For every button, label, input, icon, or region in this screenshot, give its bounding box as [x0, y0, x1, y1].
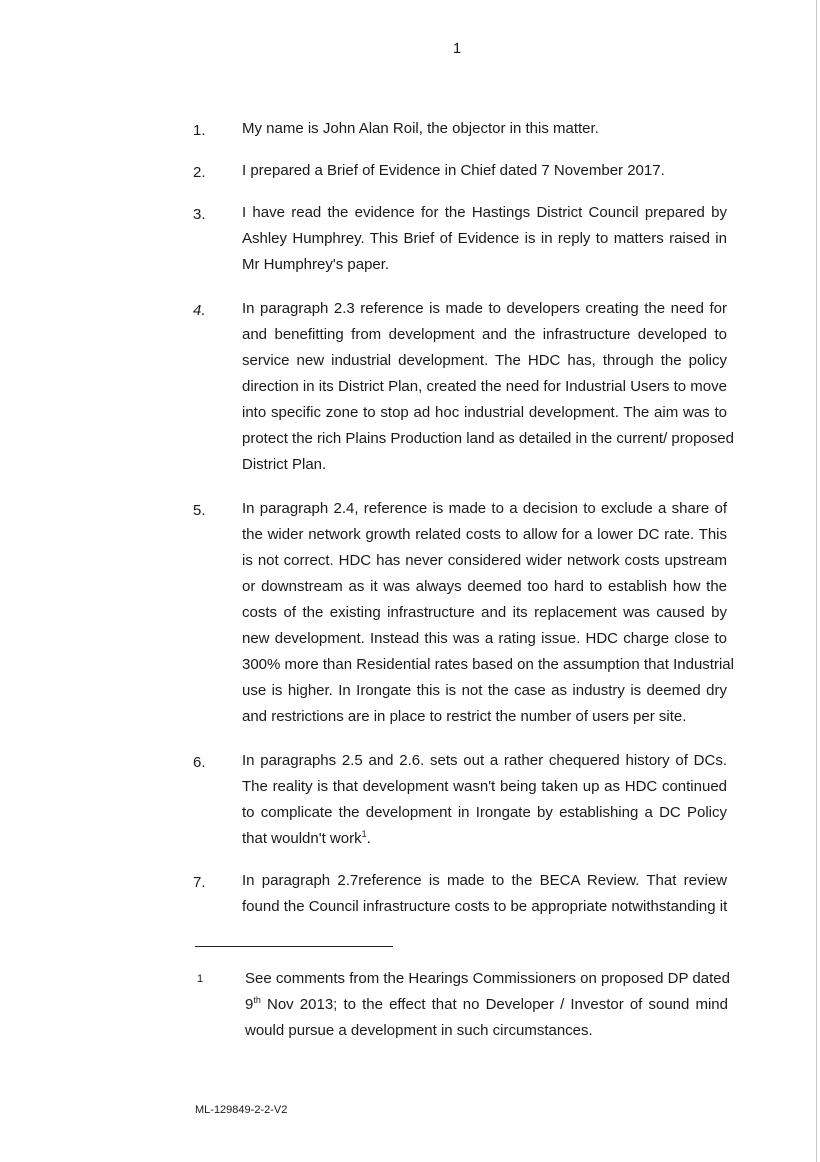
text-line: the wider network growth related costs to allow for a lower DC rate. This [242, 526, 727, 543]
ordinal-suffix: th [253, 995, 261, 1005]
paragraph-number: 7. [193, 874, 206, 891]
text-line: and benefitting from development and the infrastructure developed to [242, 326, 727, 343]
footnote-reference[interactable]: 1 [361, 829, 367, 839]
paragraph-number: 6. [193, 754, 206, 771]
document-id: ML-129849-2-2-V2 [195, 1104, 288, 1116]
paragraph-text [242, 868, 727, 920]
text-line: My name is John Alan Roil, the objector in this matter. [242, 120, 599, 137]
text-line: is not correct. HDC has never considered wider network costs upstream [242, 552, 727, 569]
text-line: or downstream as it was always deemed too hard to establish how the [242, 578, 727, 595]
text-line: service new industrial development. The HDC has, through the policy [242, 352, 727, 369]
text-line: I prepared a Brief of Evidence in Chief dated 7 November 2017. [242, 162, 665, 179]
text-line: direction in its District Plan, created the need for Industrial Users to move [242, 378, 727, 395]
text-line: The reality is that development wasn't being taken up as HDC continued [242, 778, 727, 795]
footnote-number: 1 [197, 973, 204, 985]
text-line: costs of the existing infrastructure and its replacement was caused by [242, 604, 727, 621]
text-line: Mr Humphrey's paper. [242, 256, 390, 273]
page-number: 1 [452, 40, 462, 57]
paragraph-text [242, 158, 727, 184]
text-line: protect the rich Plains Production land as detailed in the current/ proposed [242, 430, 734, 447]
paragraph-number: 5. [193, 502, 206, 519]
footnote-date-day: 9 [245, 996, 254, 1013]
text-line: Ashley Humphrey. This Brief of Evidence is in reply to matters raised in [242, 230, 727, 247]
text-line: use is higher. In Irongate this is not the case as industry is deemed dry [242, 682, 727, 699]
footnote-separator [195, 946, 393, 947]
text-line [245, 992, 728, 1018]
paragraph-text [242, 496, 734, 730]
text-line: In paragraph 2.3 reference is made to developers creating the need for [242, 300, 727, 317]
paragraph-number: 1. [193, 122, 206, 139]
paragraph-number: 2. [193, 164, 206, 181]
footnote-reference-trailing: . [366, 830, 371, 847]
paragraph-text [242, 116, 727, 142]
paragraph-text [242, 748, 727, 852]
text-line: new development. Instead this was a rating issue. HDC charge close to [242, 630, 727, 647]
text-line-content: that wouldn't work [242, 830, 362, 847]
text-line: District Plan. [242, 456, 327, 473]
text-line: would pursue a development in such circumstances. [245, 1022, 593, 1039]
text-line: I have read the evidence for the Hastings District Council prepared by [242, 204, 727, 221]
paragraph-number: 3. [193, 206, 206, 223]
paragraph-text [242, 200, 727, 278]
text-line: found the Council infrastructure costs to be appropriate notwithstanding it [242, 898, 728, 915]
text-line [242, 826, 727, 852]
text-line: See comments from the Hearings Commissioners on proposed DP dated [245, 970, 730, 987]
text-line: In paragraph 2.4, reference is made to a decision to exclude a share of [242, 500, 727, 517]
text-line: and restrictions are in place to restrict the number of users per site. [242, 708, 687, 725]
paragraph-text [242, 296, 734, 478]
text-line: 300% more than Residential rates based on the assumption that Industrial [242, 656, 734, 673]
text-line: In paragraph 2.7reference is made to the BECA Review. That review [242, 872, 727, 889]
footnote-line-content: Nov 2013; to the effect that no Developer / Investor of sound mind [260, 996, 728, 1013]
text-line: In paragraphs 2.5 and 2.6. sets out a rather chequered history of DCs. [242, 752, 727, 769]
text-line: to complicate the development in Irongate by establishing a DC Policy [242, 804, 727, 821]
page-edge-line [816, 0, 817, 1162]
footnote-text [245, 966, 728, 1044]
text-line: into specific zone to stop ad hoc industrial development. The aim was to [242, 404, 727, 421]
paragraph-number: 4. [193, 302, 206, 319]
